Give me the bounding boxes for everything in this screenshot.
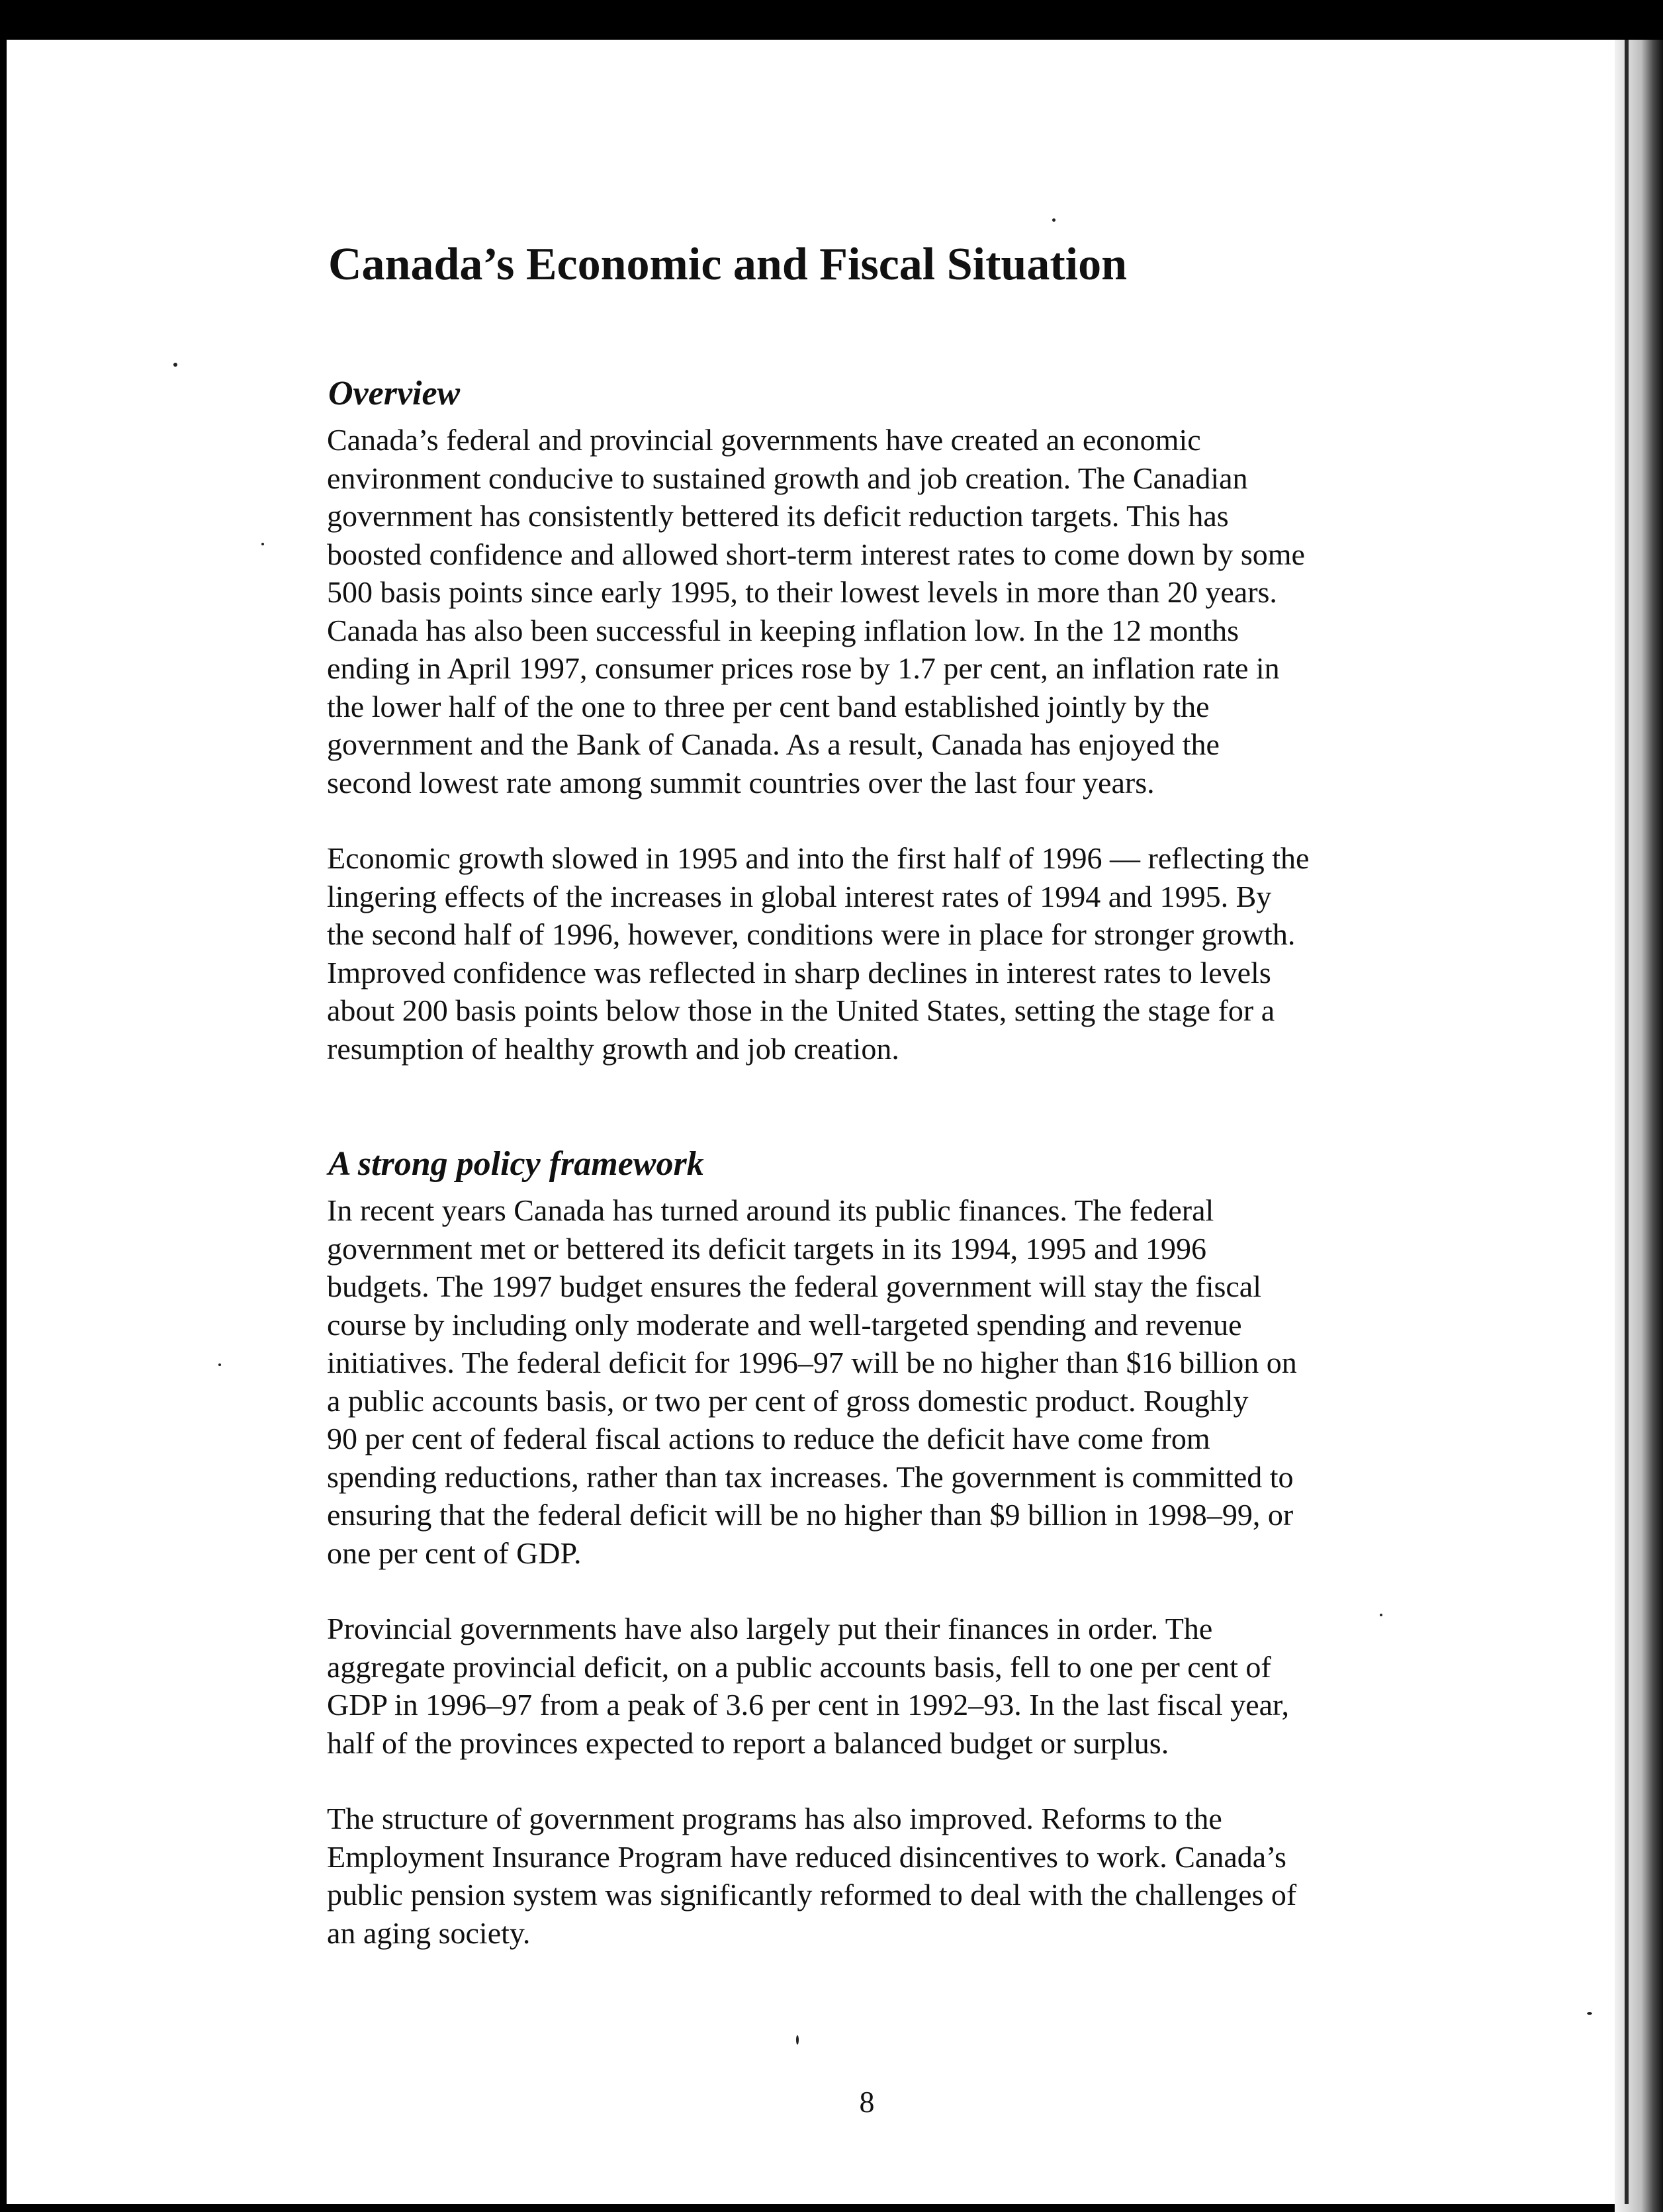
- text-line: In recent years Canada has turned around its public finances. The federal: [327, 1193, 1214, 1227]
- section-overview: [327, 373, 1425, 1068]
- text-line: about 200 basis points below those in the United States, setting the stage for a: [327, 993, 1275, 1027]
- text-line: The structure of government programs has also improved. Reforms to the: [327, 1802, 1222, 1835]
- text-line: Provincial governments have also largely put their finances in order. The: [327, 1612, 1213, 1645]
- text-line: the second half of 1996, however, conditions were in place for stronger growth.: [327, 917, 1296, 951]
- scan-page-edge: [1625, 40, 1629, 2204]
- scan-speck: [261, 543, 264, 545]
- text-line: Improved confidence was reflected in sharp declines in interest rates to levels: [327, 955, 1271, 990]
- scan-border-left: [0, 0, 7, 2212]
- paragraph: [327, 1191, 1425, 1572]
- text-line: 500 basis points since early 1995, to their lowest levels in more than 20 years.: [327, 575, 1277, 609]
- scan-border-top: [0, 0, 1663, 40]
- text-line: budgets. The 1997 budget ensures the federal government will stay the fiscal: [327, 1269, 1261, 1303]
- text-line: public pension system was significantly reformed to deal with the challenges of: [327, 1878, 1297, 1912]
- paragraph: [327, 421, 1425, 802]
- text-line: second lowest rate among summit countries over the last four years.: [327, 765, 1155, 800]
- text-line: ensuring that the federal deficit will be no higher than $9 billion in 1998–99, or: [327, 1498, 1294, 1532]
- scan-speck: [173, 363, 177, 367]
- text-line: boosted confidence and allowed short-term interest rates to come down by some: [327, 537, 1305, 571]
- scan-speck: [218, 1363, 221, 1366]
- section-heading-overview: Overview: [328, 375, 461, 412]
- text-line: environment conducive to sustained growth and job creation. The Canadian: [327, 461, 1248, 495]
- text-line: resumption of healthy growth and job creation.: [327, 1031, 899, 1066]
- section-policy-framework: [327, 1144, 1425, 1952]
- text-line: lingering effects of the increases in global interest rates of 1994 and 1995. By: [327, 879, 1272, 913]
- page-number: 8: [859, 2085, 875, 2119]
- text-line: course by including only moderate and well-targeted spending and revenue: [327, 1307, 1242, 1342]
- text-line: aggregate provincial deficit, on a public accounts basis, fell to one per cent of: [327, 1649, 1271, 1684]
- text-line: GDP in 1996–97 from a peak of 3.6 per cent in 1992–93. In the last fiscal year,: [327, 1688, 1290, 1722]
- scan-speck: [796, 2035, 799, 2045]
- document-page: [327, 238, 1425, 1990]
- text-line: one per cent of GDP.: [327, 1536, 582, 1570]
- text-line: ending in April 1997, consumer prices rose by 1.7 per cent, an inflation rate in: [327, 651, 1280, 685]
- document-title: Canada’s Economic and Fiscal Situation: [328, 239, 1128, 290]
- text-line: Economic growth slowed in 1995 and into the first half of 1996 — reflecting the: [327, 841, 1310, 875]
- scan-border-bottom: [0, 2204, 1663, 2212]
- text-line: Canada has also been successful in keeping inflation low. In the 12 months: [327, 613, 1239, 647]
- text-line: half of the provinces expected to report a balanced budget or surplus.: [327, 1726, 1169, 1760]
- text-line: Employment Insurance Program have reduced disincentives to work. Canada’s: [327, 1839, 1286, 1874]
- section-spacer: [327, 1105, 1425, 1144]
- text-line: Canada’s federal and provincial governments have created an economic: [327, 423, 1201, 457]
- paragraph: [327, 1800, 1425, 1952]
- text-line: government met or bettered its deficit targets in its 1994, 1995 and 1996: [327, 1231, 1207, 1266]
- text-line: a public accounts basis, or two per cent of gross domestic product. Roughly: [327, 1383, 1249, 1418]
- paragraph: [327, 839, 1425, 1068]
- text-line: spending reductions, rather than tax increases. The government is committed to: [327, 1459, 1294, 1494]
- paragraph: [327, 1610, 1425, 1762]
- scan-border-right: [1615, 40, 1663, 2212]
- text-line: government and the Bank of Canada. As a result, Canada has enjoyed the: [327, 727, 1220, 761]
- text-line: an aging society.: [327, 1915, 531, 1950]
- text-line: 90 per cent of federal fiscal actions to reduce the deficit have come from: [327, 1422, 1210, 1455]
- text-line: government has consistently bettered its deficit reduction targets. This has: [327, 499, 1229, 533]
- scan-speck: [1052, 218, 1056, 222]
- text-line: initiatives. The federal deficit for 1996–97 will be no higher than $16 billion on: [327, 1346, 1297, 1379]
- text-line: the lower half of the one to three per cent band established jointly by the: [327, 689, 1210, 723]
- scan-speck: [1587, 2012, 1592, 2015]
- section-heading-policy-framework: A strong policy framework: [328, 1145, 704, 1183]
